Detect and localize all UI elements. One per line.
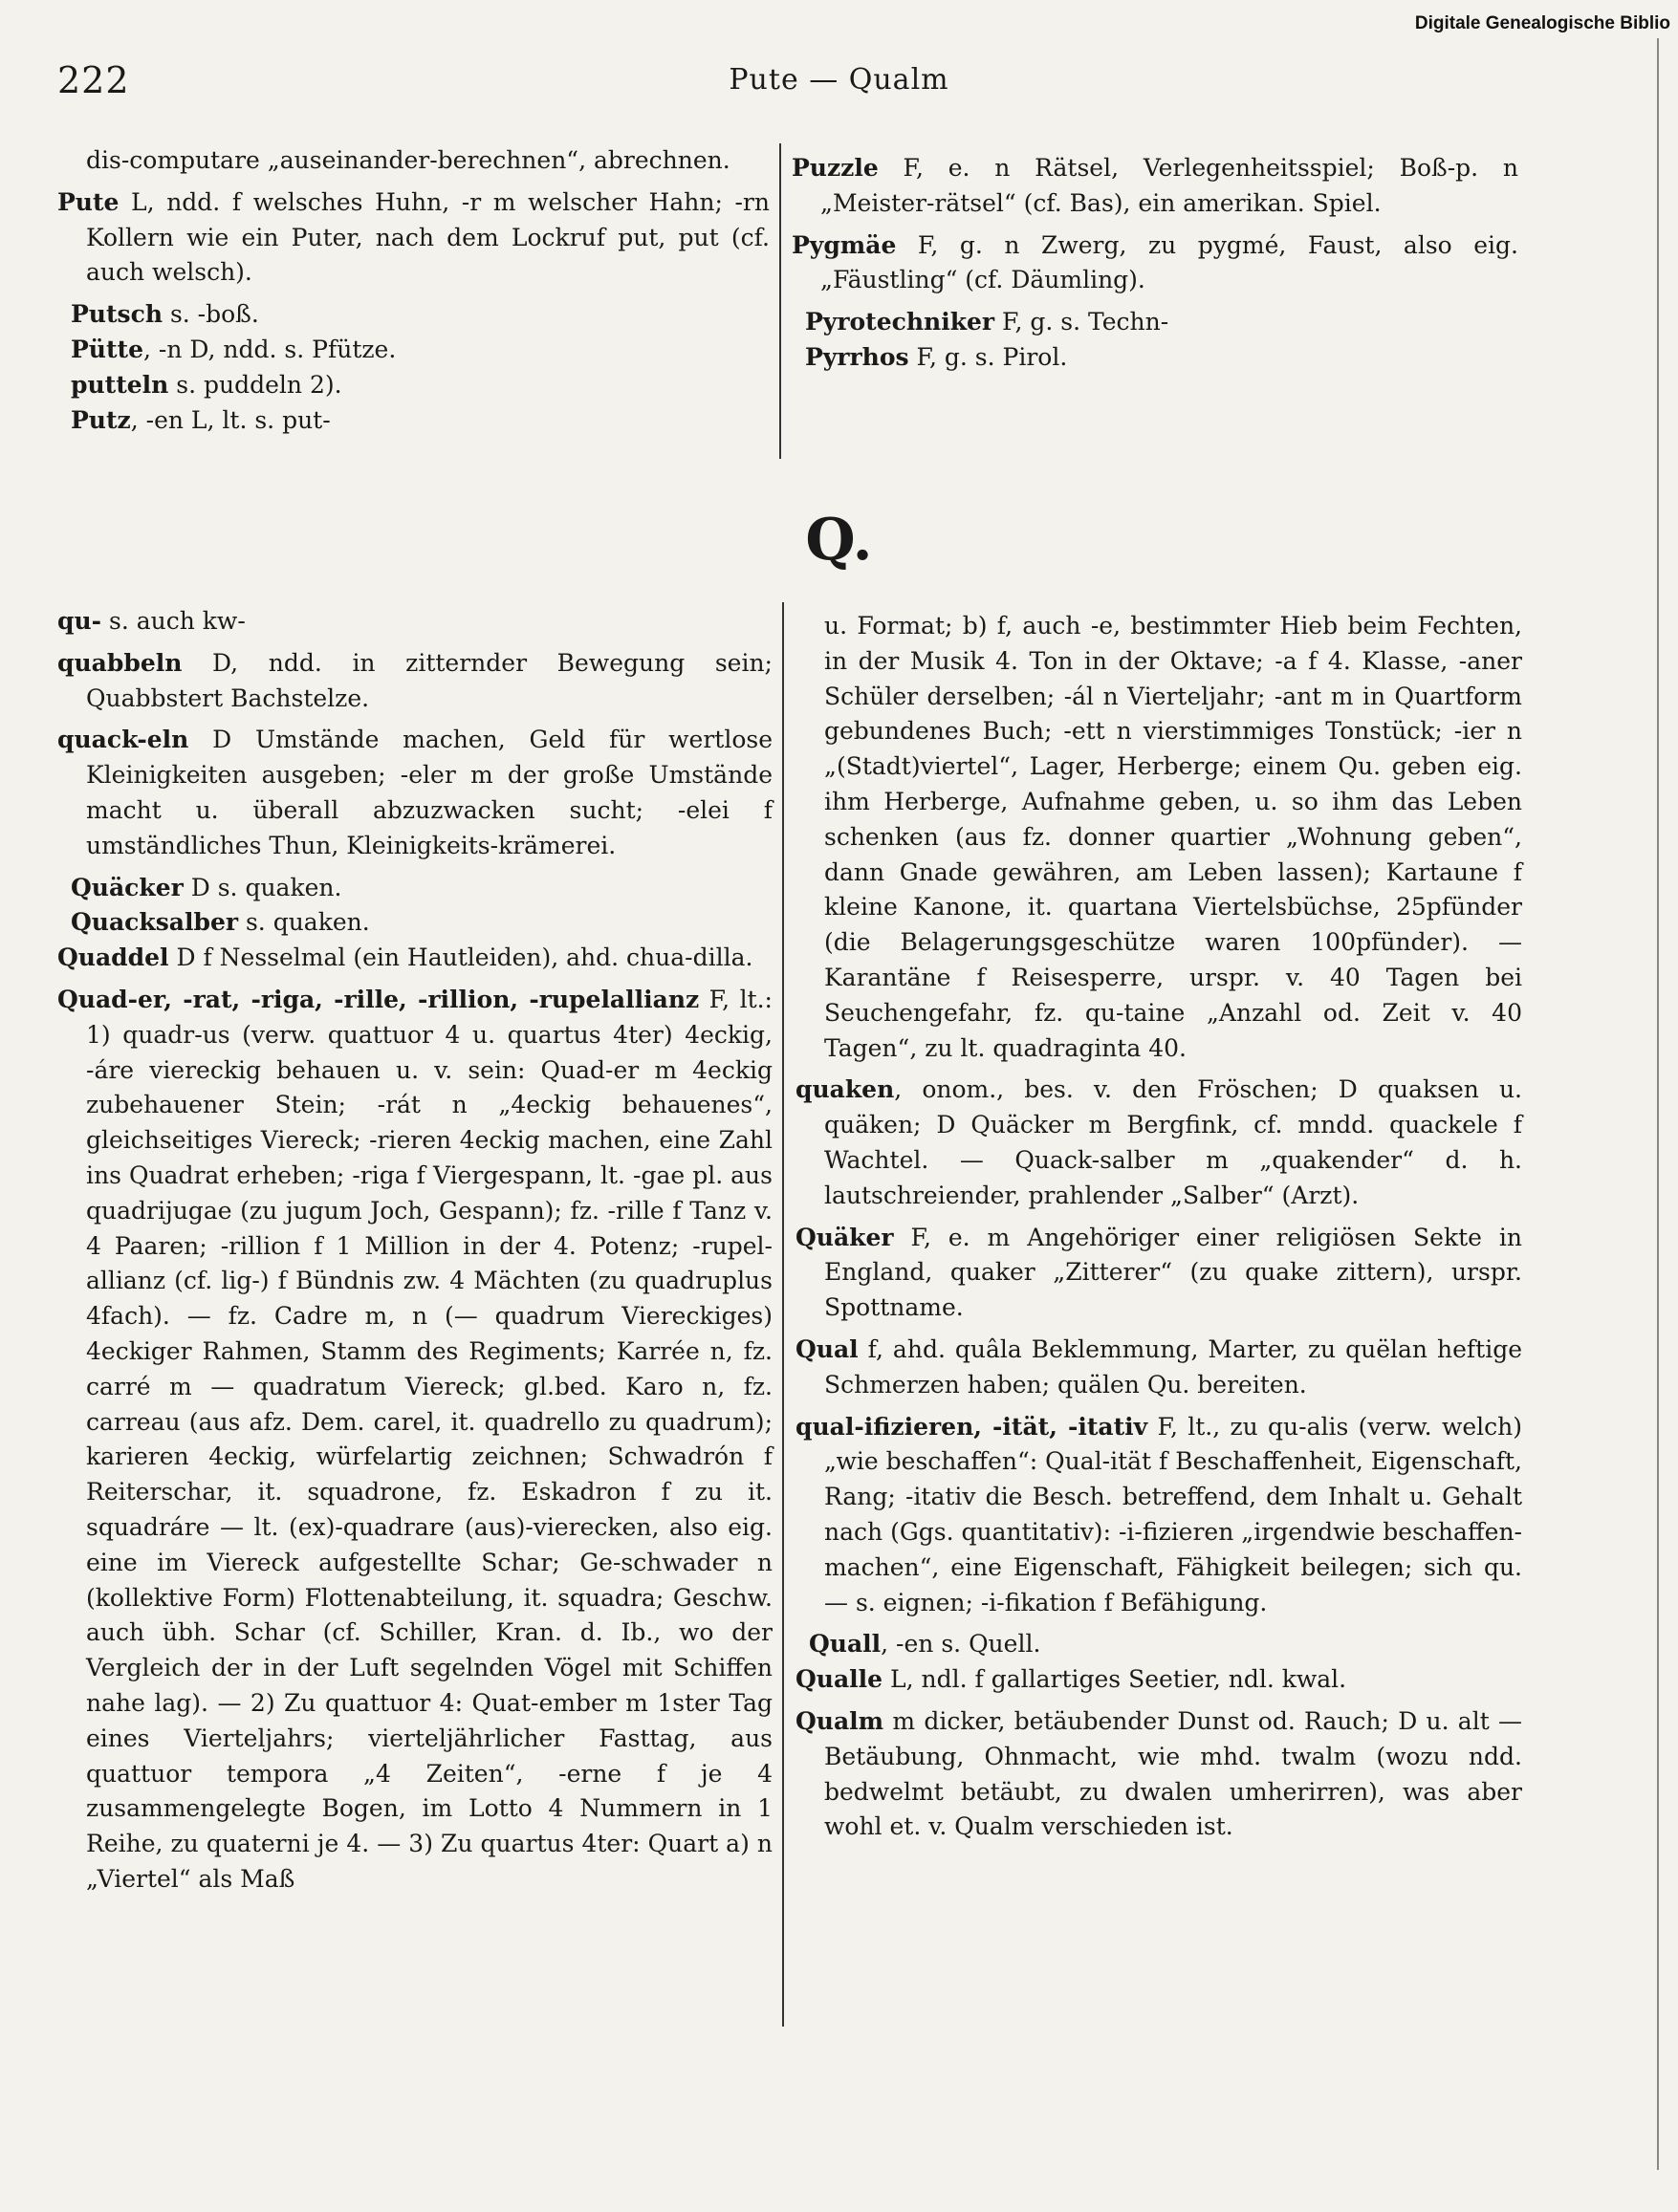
- entry-definition: , -en L, lt. s. put-: [130, 405, 331, 434]
- column-bottom-right: [795, 609, 1522, 1852]
- dictionary-entry: [57, 983, 773, 1898]
- entry-definition: F, g. n Zwerg, zu pygmé, Faust, also eig. „Fäustling“ (cf. Däumling).: [820, 230, 1518, 294]
- dictionary-entry: [792, 340, 1518, 376]
- entry-definition: D Umstände machen, Geld für wertlose Kleinigkeiten ausgeben; -eler m der große Umstände macht u. überall abzuzwacken sucht; -elei f umständliches Thun, Kleinigkeits-krämerei.: [86, 726, 773, 859]
- entry-headword: qual-ifizieren, -ität, -itativ: [795, 1412, 1148, 1441]
- dictionary-entry: [57, 941, 773, 976]
- entry-definition: m dicker, betäubender Dunst od. Rauch; D u. alt — Betäubung, Ohnmacht, wie mhd. twalm (wozu ndd. bedwelmt betäubt, zu dwalen umherirren), was aber wohl et. v. Qualm verschieden ist.: [824, 1706, 1522, 1841]
- entry-definition: s. puddeln 2).: [168, 370, 342, 399]
- dictionary-entry: [795, 1221, 1522, 1326]
- dictionary-entry: [57, 723, 773, 863]
- entry-definition: L, ndd. f welsches Huhn, -r m welscher Hahn; -rn Kollern wie ein Puter, nach dem Lockruf put, put (cf. auch welsch).: [86, 187, 770, 287]
- column-bottom-left: [57, 604, 773, 1904]
- entry-headword: Pygmäe: [792, 230, 897, 259]
- entry-definition: F, lt.: 1) quadr-us (verw. quattuor 4 u. quartus 4ter) 4eckig, -áre viereckig behauen u. v. sein: Quad-er m 4eckig zubehauener Stein; -rát n „4eckig behauenes“, gleichseitiges Viereck; -rieren 4eckig machen, eine Zahl ins Quadrat erheben; -riga f Viergespann, lt. -gae pl. aus quadrijugae (zu jugum Joch, Gespann); fz. -rille f Tanz v. 4 Paaren; -rillion f 1 Million in der 4. Potenz; -rupel-allianz (cf. lig-) f Bündnis zw. 4 Mächten (zu quadruplus 4fach). — fz. Cadre m, n (— quadrum Viereckiges) 4eckiger Rahmen, Stamm des Regiments; Karrée n, fz. carré m — quadratum Viereck; gl.bed. Karo n, fz. carreau (aus afz. Dem. carel, it. quadrello zu quadrum); karieren 4eckig, würfelartig zeichnen; Schwadrón f Reiterschar, it. squadrone, fz. Eskadron f zu it. squadráre — lt. (ex)-quadrare (aus)-vierecken, also eig. eine im Viereck aufgestellte Schar; Ge-schwader n (kollektive Form) Flottenabteilung, it. squadra; Geschw. auch übh. Schar (cf. Schiller, Kran. d. Ib., wo der Vergleich der in der Luft segelnden Vögel mit Schiffen nahe lag). — 2) Zu quattuor 4: Quat-ember m 1ster Tag eines Vierteljahrs; vierteljährlicher Fasttag, aus quattuor tempora „4 Zeiten“, -erne f je 4 zusammengelegte Bogen, im Lotto 4 Nummern in 1 Reihe, zu quaterni je 4. — 3) Zu quartus 4ter: Quart a) n „Viertel“ als Maß: [86, 985, 773, 1893]
- entry-headword: quaken: [795, 1075, 895, 1104]
- entry-definition: s. auch kw-: [101, 607, 246, 635]
- dictionary-entry: [795, 1073, 1522, 1213]
- entry-definition: L, ndl. f gallartiges Seetier, ndl. kwal.: [883, 1665, 1347, 1694]
- entry-definition: F, e. n Rätsel, Verlegenheitsspiel; Boß-p. n „Meister-rätsel“ (cf. Bas), ein amerikan. Spiel.: [820, 154, 1518, 217]
- dictionary-entry: [795, 1662, 1522, 1698]
- page-edge-line: [1657, 38, 1659, 2170]
- entry-headword: Qualle: [795, 1665, 883, 1694]
- entry-headword: Putz: [71, 405, 131, 434]
- dictionary-entry: [795, 1410, 1522, 1621]
- entry-definition: F, e. m Angehöriger einer religiösen Sekte in England, quaker „Zitterer“ (zu quake zittern), urspr. Spottname.: [824, 1223, 1522, 1322]
- dictionary-entry: [792, 305, 1518, 340]
- entry-definition: u. Format; b) f, auch -e, bestimmter Hieb beim Fechten, in der Musik 4. Ton in der Oktave; -a f 4. Klasse, -aner Schüler derselben; -ál n Vierteljahr; -ant m in Quartform gebundenes Buch; -ett n vierstimmiges Tonstück; -ier n „(Stadt)viertel“, Lager, Herberge; einem Qu. geben eig. ihm Herberge, Aufnahme geben, u. so ihm das Leben schenken (aus fz. donner quartier „Wohnung geben“, dann Gnade gewähren, am Leben lassen); Kartaune f kleine Kanone, it. quartana Viertelsbüchse, 25pfünder (die Belagerungsgeschütze waren 100pfünder). — Karantäne f Reisesperre, urspr. v. 40 Tagen bei Seuchengefahr, fz. qu-taine „Anzahl od. Zeit v. 40 Tagen“, zu lt. quadraginta 40.: [824, 612, 1522, 1062]
- dictionary-entry: [57, 905, 773, 941]
- dictionary-entry: [795, 1333, 1522, 1403]
- running-head: Pute — Qualm: [729, 63, 949, 97]
- entry-headword: Pütte: [71, 335, 143, 363]
- dictionary-entry: [57, 646, 773, 717]
- dictionary-entry: [57, 871, 773, 906]
- entry-headword: Qual: [795, 1334, 859, 1363]
- page-number: 222: [57, 59, 130, 101]
- dictionary-entry: [57, 185, 770, 291]
- entry-definition: F, lt., zu qu-alis (verw. welch) „wie beschaffen“: Qual-ität f Beschaffenheit, Eigenschaft, Rang; -itativ die Besch. betreffend, dem Inhalt u. Gehalt nach (Ggs. quantitativ): -i-fizieren „irgendwie beschaffen-machen“, eine Eigenschaft, Fähigkeit beilegen; sich qu. — s. eignen; -i-fikation f Befähigung.: [824, 1412, 1522, 1616]
- dictionary-entry: [795, 1627, 1522, 1662]
- entry-headword: qu-: [57, 607, 102, 635]
- entry-headword: Quäker: [795, 1223, 894, 1251]
- column-divider-top: [779, 143, 781, 459]
- entry-headword: Pute: [57, 187, 120, 216]
- column-divider-bottom: [782, 602, 784, 2027]
- entry-definition: , onom., bes. v. den Fröschen; D quaksen u. quäken; D Quäcker m Bergfink, cf. mndd. quackele f Wachtel. — Quack-salber m „quakender“ d. h. lautschreiender, prahlender „Salber“ (Arzt).: [824, 1075, 1522, 1209]
- dictionary-entry: [57, 143, 770, 179]
- entry-definition: F, g. s. Pirol.: [908, 342, 1068, 371]
- entry-definition: F, g. s. Techn-: [994, 308, 1169, 336]
- entry-headword: quack-eln: [57, 726, 189, 754]
- entry-definition: , -en s. Quell.: [881, 1630, 1041, 1659]
- entry-headword: Pyrotechniker: [805, 308, 995, 336]
- entry-definition: dis-computare „auseinander-berechnen“, abrechnen.: [86, 146, 730, 174]
- entry-headword: Quad-er, -rat, -riga, -rille, -rillion, -rupelallianz: [57, 985, 700, 1013]
- entry-definition: D, ndd. in zitternder Bewegung sein; Quabbstert Bachstelze.: [86, 648, 773, 712]
- entry-headword: Quall: [809, 1630, 882, 1659]
- dictionary-entry: [795, 609, 1522, 1066]
- entry-headword: Quäcker: [71, 873, 184, 901]
- dictionary-entry: [57, 403, 770, 439]
- dictionary-entry: [792, 151, 1518, 222]
- dictionary-entry: [57, 333, 770, 368]
- column-top-right: [792, 151, 1518, 376]
- entry-definition: f, ahd. quâla Beklemmung, Marter, zu quëlan heftige Schmerzen haben; quälen Qu. bereiten.: [824, 1334, 1522, 1399]
- entry-definition: , -n D, ndd. s. Pfütze.: [142, 335, 397, 363]
- dictionary-entry: [57, 297, 770, 333]
- dictionary-entry: [795, 1704, 1522, 1845]
- entry-definition: D f Nesselmal (ein Hautleiden), ahd. chua-dilla.: [168, 943, 753, 972]
- entry-definition: D s. quaken.: [183, 873, 342, 901]
- entry-headword: Qualm: [795, 1706, 884, 1735]
- dictionary-entry: [792, 228, 1518, 299]
- column-top-left: [57, 143, 770, 438]
- entry-headword: Puzzle: [792, 154, 879, 182]
- entry-headword: Putsch: [71, 300, 163, 329]
- library-watermark: Digitale Genealogische Biblio: [1414, 13, 1670, 33]
- section-letter: Q.: [805, 507, 873, 574]
- entry-headword: Quaddel: [57, 943, 169, 972]
- entry-definition: s. -boß.: [163, 300, 259, 329]
- entry-headword: putteln: [71, 370, 169, 399]
- entry-definition: s. quaken.: [238, 908, 370, 937]
- entry-headword: Quacksalber: [71, 908, 239, 937]
- entry-headword: Pyrrhos: [805, 342, 909, 371]
- dictionary-entry: [57, 368, 770, 403]
- dictionary-entry: [57, 604, 773, 640]
- entry-headword: quabbeln: [57, 648, 183, 677]
